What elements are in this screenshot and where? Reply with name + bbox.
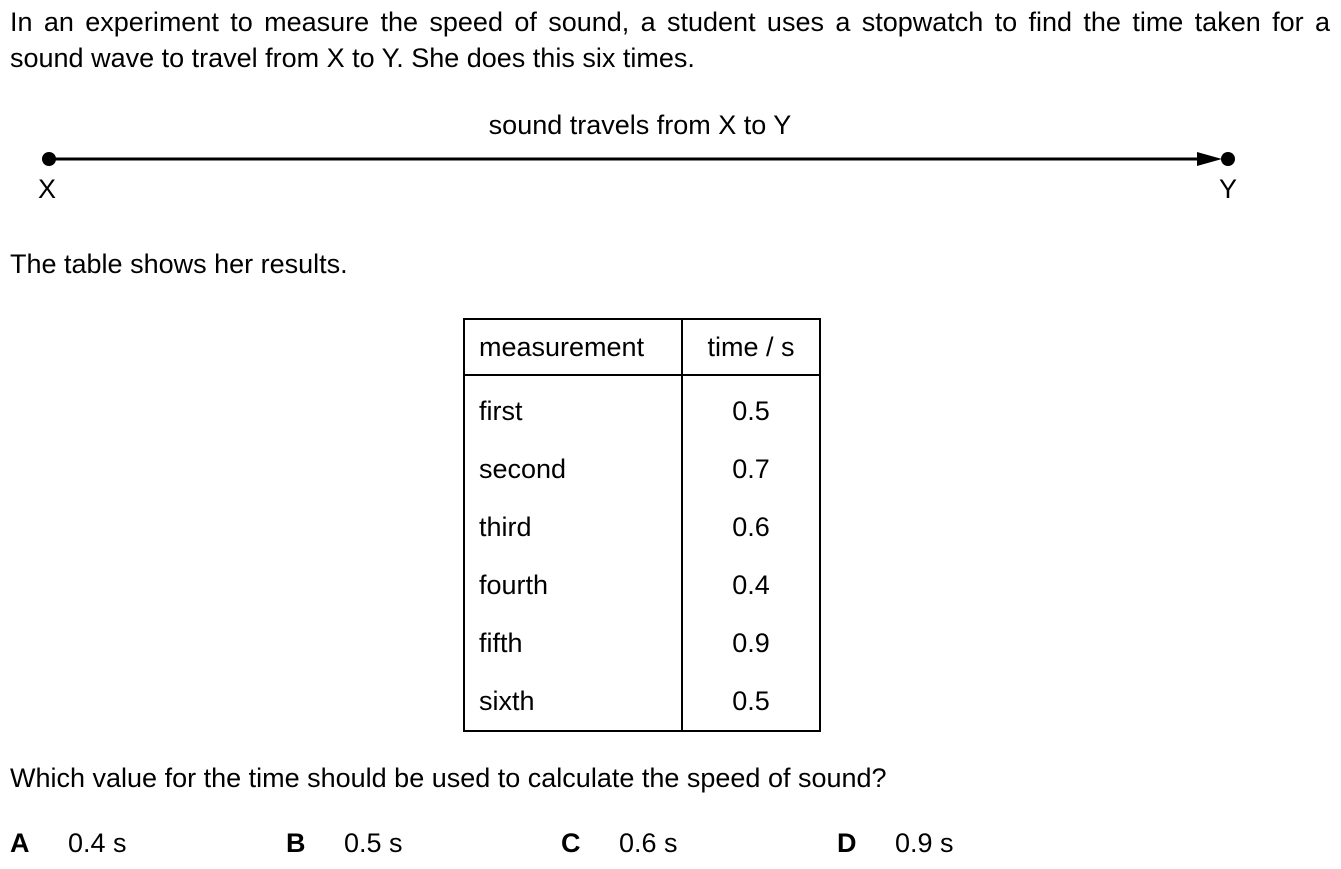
- option-text: 0.4 s: [68, 828, 127, 858]
- answer-options: [10, 828, 1110, 868]
- measurement-cell: fourth: [464, 556, 682, 614]
- table-intro: The table shows her results.: [10, 249, 348, 279]
- sound-travel-diagram: [0, 100, 1341, 220]
- time-cell: 0.6: [732, 511, 770, 542]
- header-measurement: measurement: [464, 319, 682, 375]
- measurement-cell: first: [464, 375, 682, 440]
- measurement-cell: fifth: [464, 614, 682, 672]
- travel-line-graphic: [0, 100, 1341, 220]
- time-cell: 0.5: [732, 685, 770, 716]
- option-d[interactable]: [837, 828, 954, 859]
- table-row: [464, 375, 820, 440]
- table-row: [464, 498, 820, 556]
- table-row: [464, 614, 820, 672]
- option-letter: B: [286, 828, 306, 858]
- results-table: [463, 318, 821, 732]
- time-cell: 0.7: [732, 453, 770, 484]
- option-text: 0.9 s: [895, 828, 954, 858]
- option-text: 0.6 s: [619, 828, 678, 858]
- time-cell: 0.4: [732, 569, 770, 600]
- point-y-dot: [1221, 152, 1235, 166]
- point-x-dot: [42, 152, 56, 166]
- arrow-head-icon: [1197, 152, 1222, 166]
- time-cell: 0.5: [732, 395, 770, 426]
- option-a[interactable]: [10, 828, 127, 859]
- diagram-label: sound travels from X to Y: [488, 110, 792, 140]
- option-c[interactable]: [561, 828, 678, 859]
- header-time: time / s: [682, 319, 820, 375]
- point-x-label: X: [38, 174, 57, 204]
- time-cell: 0.9: [732, 627, 770, 658]
- table-row: [464, 556, 820, 614]
- table-header-row: [464, 319, 820, 375]
- option-letter: C: [561, 828, 581, 858]
- option-text: 0.5 s: [344, 828, 403, 858]
- question-intro: In an experiment to measure the speed of sound, a student uses a stopwatch to find the time taken for a sound wave to travel from X to Y. She does this six times.: [10, 7, 1330, 73]
- option-b[interactable]: [286, 828, 403, 859]
- option-letter: A: [10, 828, 30, 858]
- measurement-cell: second: [464, 440, 682, 498]
- table-row: [464, 672, 820, 731]
- measurement-cell: third: [464, 498, 682, 556]
- table-row: [464, 440, 820, 498]
- point-y-label: Y: [1219, 174, 1238, 204]
- measurement-cell: sixth: [464, 672, 682, 731]
- option-letter: D: [837, 828, 857, 858]
- question-text: Which value for the time should be used to calculate the speed of sound?: [10, 763, 887, 793]
